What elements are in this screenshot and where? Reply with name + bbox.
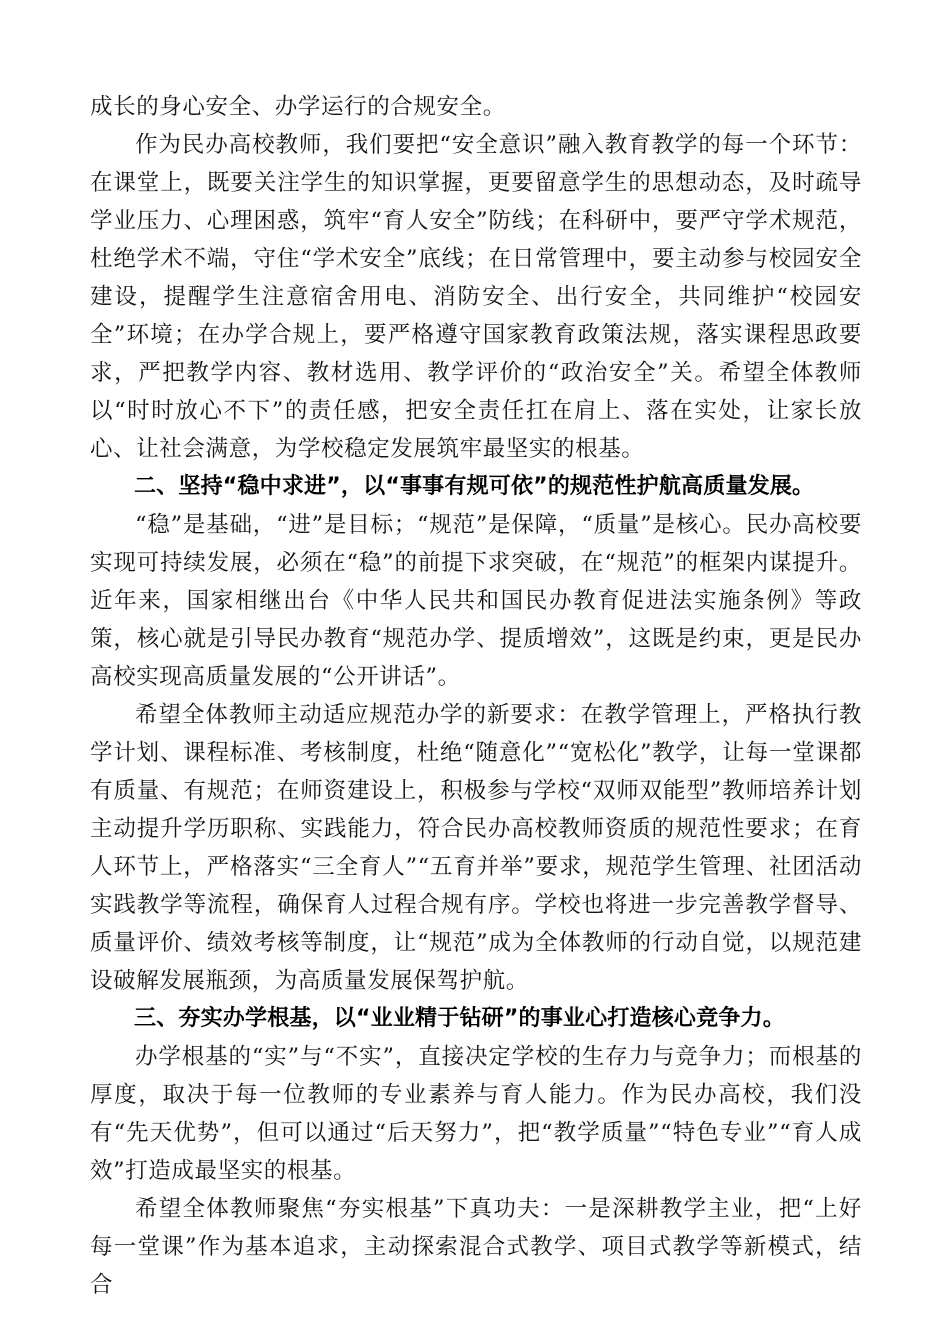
section-heading-two: 二、坚持“稳中求进”，以“事事有规可依”的规范性护航高质量发展。 xyxy=(134,474,815,499)
paragraph-stability-progress: “稳”是基础，“进”是目标；“规范”是保障，“质量”是核心。民办高校要实现可持续发展，必须在“稳”的前提下求突破，在“规范”的框架内谋提升。近年来，国家相继出台《中华人民共和国民办教育促进法实施条例》等政策，核心就是引导民办教育“规范办学、提质增效”，这既是约束，更是民办高校实现高质量发展的“公开讲话”。 xyxy=(90,512,862,690)
document-body xyxy=(90,88,862,1304)
paragraph-standardized-management: 希望全体教师主动适应规范办学的新要求：在教学管理上，严格执行教学计划、课程标准、考核制度，杜绝“随意化”“宽松化”教学，让每一堂课都有质量、有规范；在师资建设上，积极参与学校“双师双能型”教师培养计划主动提升学历职称、实践能力，符合民办高校教师资质的规范性要求；在育人环节上，严格落实“三全育人”“五育并举”要求，规范学生管理、社团活动实践教学等流程，确保育人过程合规有序。学校也将进一步完善教学督导、质量评价、绩效考核等制度，让“规范”成为全体教师的行动自觉，以规范建设破解发展瓶颈，为高质量发展保驾护航。 xyxy=(90,702,862,994)
paragraph-safety-awareness: 作为民办高校教师，我们要把“安全意识”融入教育教学的每一个环节：在课堂上，既要关注学生的知识掌握，更要留意学生的思想动态，及时疏导学业压力、心理困惑，筑牢“育人安全”防线；在科研中，要严守学术规范，杜绝学术不端，守住“学术安全”底线；在日常管理中，要主动参与校园安全建设，提醒学生注意宿舍用电、消防安全、出行安全，共同维护“校园安全”环境；在办学合规上，要严格遵守国家教育政策法规，落实课程思政要求，严把教学内容、教材选用、教学评价的“政治安全”关。希望全体教师以“时时放心不下”的责任感，把安全责任扛在肩上、落在实处，让家长放心、让社会满意，为学校稳定发展筑牢最坚实的根基。 xyxy=(90,132,862,462)
paragraph-continuation: 成长的身心安全、办学运行的合规安全。 xyxy=(90,94,506,120)
paragraph-foundation-strength: 办学根基的“实”与“不实”，直接决定学校的生存力与竞争力；而根基的厚度，取决于每一位教师的专业素养与育人能力。作为民办高校，我们没有“先天优势”，但可以通过“后天努力”，把“教学质量”“特色专业”“育人成效”打造成最坚实的根基。 xyxy=(90,1044,862,1184)
paragraph-teaching-focus: 希望全体教师聚焦“夯实根基”下真功夫：一是深耕教学主业，把“上好每一堂课”作为基本追求，主动探索混合式教学、项目式教学等新模式，结合 xyxy=(90,1196,862,1298)
section-heading-three: 三、夯实办学根基，以“业业精于钻研”的事业心打造核心竞争力。 xyxy=(134,1006,785,1031)
